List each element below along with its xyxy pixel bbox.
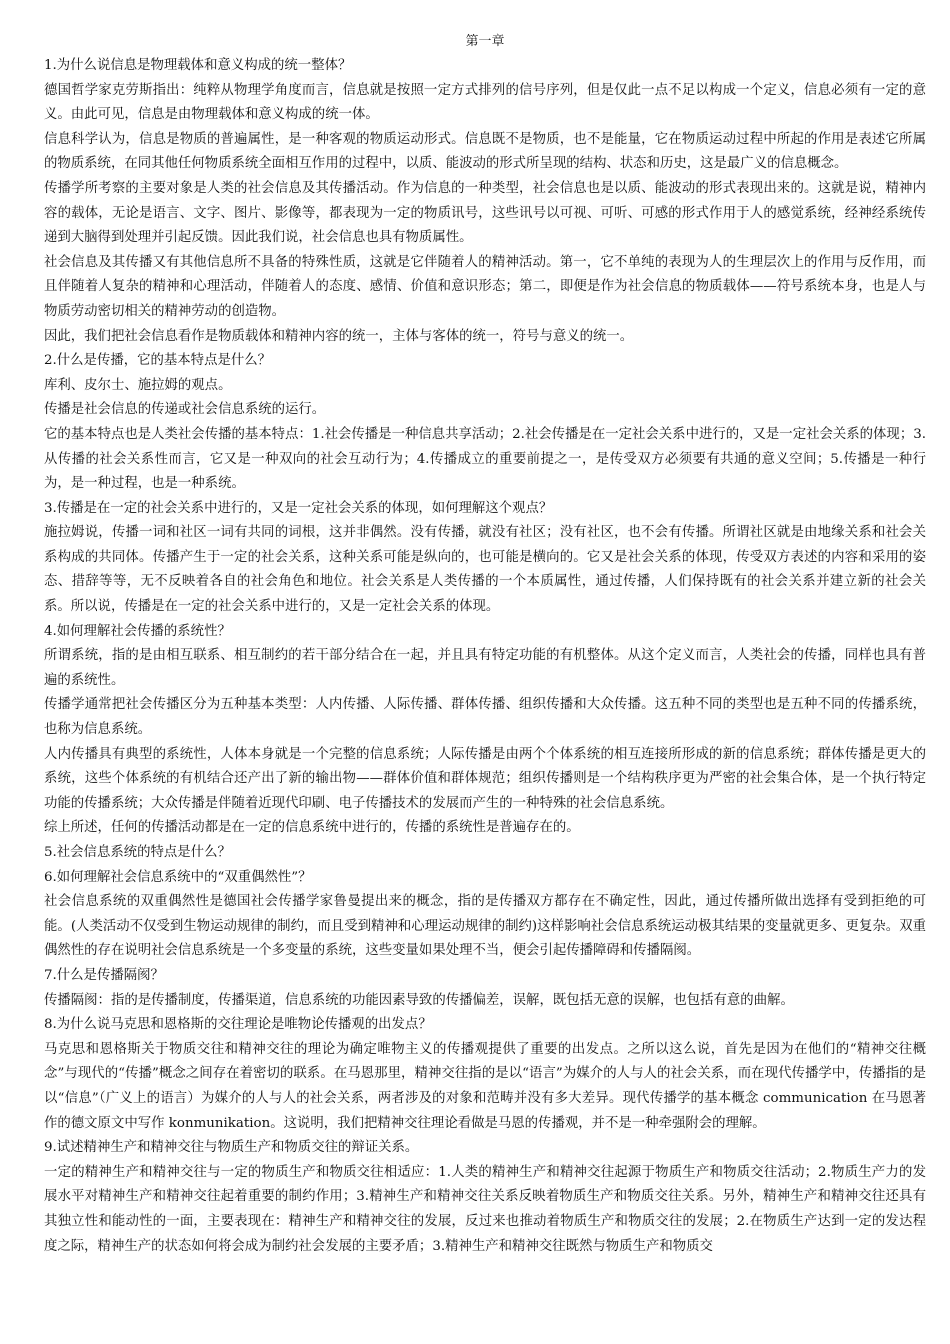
paragraph: 传播隔阂：指的是传播制度，传播渠道，信息系统的功能因素导致的传播偏差，误解，既包括无意的误解，也包括有意的曲解。: [44, 992, 794, 1008]
question-heading: 3.传播是在一定的社会关系中进行的，又是一定社会关系的体现，如何理解这个观点？: [44, 500, 553, 516]
paragraph: 一定的精神生产和精神交往与一定的物质生产和物质交往相适应：1.人类的精神生产和精神交往起源于物质生产和物质交往活动；2.物质生产力的发展水平对精神生产和精神交往起着重要的制约作用；3.精神生产和精神交往关系反映着物质生产和物质交往关系。另外，精神生产和精神交往还具有其独立性和能动性的一面，主要表现在：精神生产和精神交往的发展，反过来也推动着物质生产和物质交往的发展；2.在物质生产达到一定的发达程度之际，精神生产的状态如何将会成为制约社会发展的主要矛盾；3.精神生产和精神交往既然与物质生产和物质交: [44, 1164, 926, 1254]
paragraph: 社会信息系统的双重偶然性是德国社会传播学家鲁曼提出来的概念，指的是传播双方都存在不确定性，因此，通过传播所做出选择有受到拒绝的可能。(人类活动不仅受到生物运动规律的制约，而且受到精神和心理运动规律的制约)这样影响社会信息系统运动极其结果的变量就更多、更复杂。双重偶然性的存在说明社会信息系统是一个多变量的系统，这些变量如果处理不当，便会引起传播障碍和传播隔阂。: [44, 894, 926, 959]
paragraph: 施拉姆说，传播一词和社区一词有共同的词根，这并非偶然。没有传播，就没有社区；没有社区，也不会有传播。所谓社区就是由地缘关系和社会关系构成的共同体。传播产生于一定的社会关系，这种关系可能是纵向的，也可能是横向的。它又是社会关系的体现，传受双方表述的内容和采用的姿态、措辞等等，无不反映着各自的社会角色和地位。社会关系是人类传播的一个本质属性，通过传播，人们保持既有的社会关系并建立新的社会关系。所以说，传播是在一定的社会关系中进行的，又是一定社会关系的体现。: [44, 525, 926, 615]
paragraph: 社会信息及其传播又有其他信息所不具备的特殊性质，这就是它伴随着人的精神活动。第一，它不单纯的表现为人的生理层次上的作用与反作用，而且伴随着人复杂的精神和心理活动，伴随着人的态度、感情、价值和意识形态；第二，即便是作为社会信息的物质载体——符号系统本身，也是人与物质劳动密切相关的精神劳动的创造物。: [44, 254, 926, 319]
paragraph: 因此，我们把社会信息看作是物质载体和精神内容的统一，主体与客体的统一，符号与意义的统一。: [44, 328, 634, 344]
paragraph: 马克思和恩格斯关于物质交往和精神交往的理论为确定唯物主义的传播观提供了重要的出发点。之所以这么说，首先是因为在他们的“精神交往概念”与现代的“传播”概念之间存在着密切的联系。在马恩那里，精神交往指的是以“语言”为媒介的人与人的社会关系，而在现代传播学中，传播指的是以“信息”（广义上的语言）为媒介的人与人的社会关系，两者涉及的对象和范畴并没有多大差异。现代传播学的基本概念 communication 在马恩著作的德文原文中写作 konmunikation。这说明，我们把精神交往理论看做是马恩的传播观，并不是一种牵强附会的理解。: [44, 1041, 926, 1131]
chapter-title: 第一章: [465, 34, 505, 49]
paragraph: 综上所述，任何的传播活动都是在一定的信息系统中进行的，传播的系统性是普遍存在的。: [44, 820, 580, 836]
paragraph: 它的基本特点也是人类社会传播的基本特点：1.社会传播是一种信息共享活动；2.社会传播是在一定社会关系中进行的，又是一定社会关系的体现；3.从传播的社会关系性而言，它又是一种双向的社会互动行为；4.传播成立的重要前提之一，是传受双方必须要有共通的意义空间；5.传播是一种行为，是一种过程，也是一种系统。: [44, 426, 926, 492]
question-heading: 5.社会信息系统的特点是什么？: [44, 845, 231, 860]
paragraph: 库利、皮尔士、施拉姆的观点。: [44, 377, 232, 393]
document-page: [44, 30, 926, 1340]
paragraph: 人内传播具有典型的系统性，人体本身就是一个完整的信息系统；人际传播是由两个个体系统的相互连接所形成的新的信息系统；群体传播是更大的系统，这些个体系统的有机结合还产出了新的输出物——群体价值和群体规范；组织传播则是一个结构秩序更为严密的社会集合体，是一个执行特定功能的传播系统；大众传播是伴随着近现代印刷、电子传播技术的发展而产生的一种特殊的社会信息系统。: [44, 746, 926, 811]
question-heading: 9.试述精神生产和精神交往与物质生产和物质交往的辩证关系。: [44, 1140, 419, 1156]
document-body: [44, 54, 926, 1259]
question-heading: 7.什么是传播隔阂？: [44, 967, 164, 983]
paragraph: 德国哲学家克劳斯指出：纯粹从物理学角度而言，信息就是按照一定方式排列的信号序列，但是仅此一点不足以构成一个定义，信息必须有一定的意义。由此可见，信息是由物理载体和意义构成的统一体。: [44, 82, 926, 123]
paragraph: 传播学通常把社会传播区分为五种基本类型：人内传播、人际传播、群体传播、组织传播和大众传播。这五种不同的类型也是五种不同的传播系统，也称为信息系统。: [44, 697, 926, 738]
question-heading: 1.为什么说信息是物理载体和意义构成的统一整体？: [44, 58, 352, 73]
question-heading: 2.什么是传播，它的基本特点是什么？: [44, 353, 272, 369]
paragraph: 信息科学认为，信息是物质的普遍属性，是一种客观的物质运动形式。信息既不是物质，也不是能量，它在物质运动过程中所起的作用是表述它所属的物质系统，在同其他任何物质系统全面相互作用的过程中，以质、能波动的形式所呈现的结构、状态和历史，这是最广义的信息概念。: [44, 131, 926, 172]
paragraph: 传播是社会信息的传递或社会信息系统的运行。: [44, 402, 326, 418]
paragraph: 传播学所考察的主要对象是人类的社会信息及其传播活动。作为信息的一种类型，社会信息也是以质、能波动的形式表现出来的。这就是说，精神内容的载体，无论是语言、文字、图片、影像等，都表现为一定的物质讯号，这些讯号以可视、可听、可感的形式作用于人的感觉系统，经神经系统传递到大脑得到处理并引起反馈。因此我们说，社会信息也具有物质属性。: [44, 180, 926, 246]
paragraph: 所谓系统，指的是由相互联系、相互制约的若干部分结合在一起，并且具有特定功能的有机整体。从这个定义而言，人类社会的传播，同样也具有普遍的系统性。: [44, 648, 926, 688]
question-heading: 4.如何理解社会传播的系统性？: [44, 623, 231, 639]
question-heading: 8.为什么说马克思和恩格斯的交往理论是唯物论传播观的出发点？: [44, 1017, 432, 1033]
question-heading: 6.如何理解社会信息系统中的“双重偶然性”？: [44, 869, 312, 885]
